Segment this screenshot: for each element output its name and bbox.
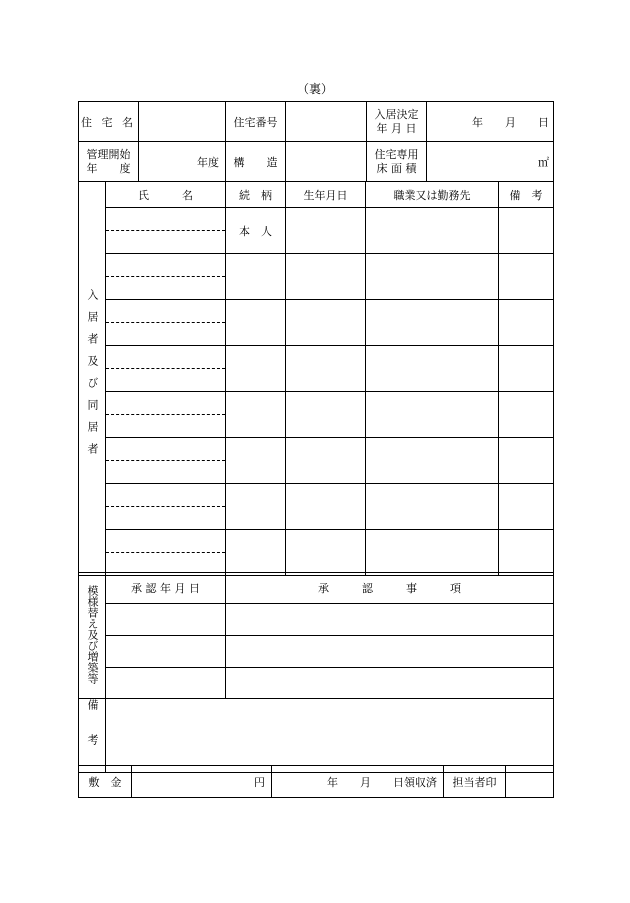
birthdate-cell[interactable] [286, 346, 366, 392]
column-header-occupation: 職業又は勤務先 [366, 182, 499, 208]
move-in-date-field[interactable]: 年 月 日 [427, 102, 554, 142]
residents-section-label: 入居者及び同居者 [79, 182, 106, 576]
occupation-cell[interactable] [366, 392, 499, 438]
birthdate-cell[interactable] [286, 208, 366, 254]
housing-name-field[interactable] [139, 102, 226, 142]
approval-matter-cell[interactable] [226, 668, 554, 699]
column-header-birthdate: 生年月日 [286, 182, 366, 208]
remarks-cell[interactable] [499, 208, 554, 254]
alteration-row [79, 604, 554, 636]
column-header-remarks: 備 考 [499, 182, 554, 208]
occupation-cell[interactable] [366, 254, 499, 300]
resident-row [79, 530, 554, 576]
birthdate-cell[interactable] [286, 438, 366, 484]
deposit-table [78, 765, 554, 798]
residents-table [78, 181, 554, 576]
approval-date-header: 承 認 年 月 日 [106, 573, 226, 604]
remarks-cell[interactable] [499, 484, 554, 530]
remarks-cell[interactable] [499, 438, 554, 484]
mgmt-start-field[interactable]: 年度 [139, 142, 226, 182]
alterations-table [78, 572, 554, 699]
resident-row [79, 484, 554, 530]
resident-name-cell[interactable] [106, 530, 226, 576]
housing-number-label: 住宅番号 [226, 102, 286, 142]
resident-row [79, 254, 554, 300]
resident-name-cell[interactable] [106, 208, 226, 254]
structure-label: 構 造 [226, 142, 286, 182]
resident-row [79, 300, 554, 346]
column-header-relation: 続 柄 [226, 182, 286, 208]
resident-row [79, 208, 554, 254]
resident-row [79, 346, 554, 392]
housing-number-field[interactable] [286, 102, 367, 142]
approval-matter-cell[interactable] [226, 604, 554, 636]
occupation-cell[interactable] [366, 208, 499, 254]
resident-name-cell[interactable] [106, 300, 226, 346]
relation-cell[interactable]: 本 人 [226, 208, 286, 254]
column-header-name: 氏 名 [106, 182, 226, 208]
approval-date-cell[interactable] [106, 604, 226, 636]
remarks-cell[interactable] [499, 346, 554, 392]
birthdate-cell[interactable] [286, 300, 366, 346]
remarks-cell[interactable] [499, 254, 554, 300]
resident-name-cell[interactable] [106, 254, 226, 300]
relation-cell[interactable] [226, 300, 286, 346]
occupation-cell[interactable] [366, 438, 499, 484]
approval-matter-cell[interactable] [226, 636, 554, 668]
structure-field[interactable] [286, 142, 367, 182]
remarks-cell[interactable] [499, 530, 554, 576]
floor-area-label: 住宅専用 床 面 積 [367, 142, 427, 182]
occupation-cell[interactable] [366, 346, 499, 392]
person-in-charge-label: 担当者印 [444, 766, 506, 798]
housing-name-label: 住 宅 名 [79, 102, 139, 142]
remarks-label: 備考 [79, 699, 106, 773]
relation-cell[interactable] [226, 392, 286, 438]
relation-cell[interactable] [226, 438, 286, 484]
approval-date-cell[interactable] [106, 668, 226, 699]
relation-cell[interactable] [226, 530, 286, 576]
deposit-label: 敷 金 [79, 766, 132, 798]
birthdate-cell[interactable] [286, 484, 366, 530]
birthdate-cell[interactable] [286, 392, 366, 438]
resident-name-cell[interactable] [106, 438, 226, 484]
receipt-date-field[interactable]: 年 月 日領収済 [272, 766, 444, 798]
alteration-row [79, 668, 554, 699]
move-in-date-label: 入居決定 年 月 日 [367, 102, 427, 142]
deposit-amount-field[interactable]: 円 [132, 766, 272, 798]
remarks-table [78, 698, 554, 773]
birthdate-cell[interactable] [286, 530, 366, 576]
alteration-row [79, 636, 554, 668]
floor-area-field[interactable]: ㎡ [427, 142, 554, 182]
alterations-section-label: 模様替え及び増築等 [79, 573, 106, 699]
page-title: （裏） [296, 82, 333, 96]
remarks-cell[interactable] [499, 300, 554, 346]
occupation-cell[interactable] [366, 530, 499, 576]
mgmt-start-label: 管理開始 年 度 [79, 142, 139, 182]
remarks-field[interactable] [106, 699, 554, 773]
resident-name-cell[interactable] [106, 346, 226, 392]
occupation-cell[interactable] [366, 300, 499, 346]
seal-field[interactable] [506, 766, 554, 798]
approval-date-cell[interactable] [106, 636, 226, 668]
approval-matter-header: 承 認 事 項 [226, 573, 554, 604]
relation-cell[interactable] [226, 254, 286, 300]
occupation-cell[interactable] [366, 484, 499, 530]
housing-info-table [78, 101, 554, 182]
relation-cell[interactable] [226, 484, 286, 530]
birthdate-cell[interactable] [286, 254, 366, 300]
resident-name-cell[interactable] [106, 484, 226, 530]
relation-cell[interactable] [226, 346, 286, 392]
resident-name-cell[interactable] [106, 392, 226, 438]
resident-row [79, 438, 554, 484]
remarks-cell[interactable] [499, 392, 554, 438]
resident-row [79, 392, 554, 438]
